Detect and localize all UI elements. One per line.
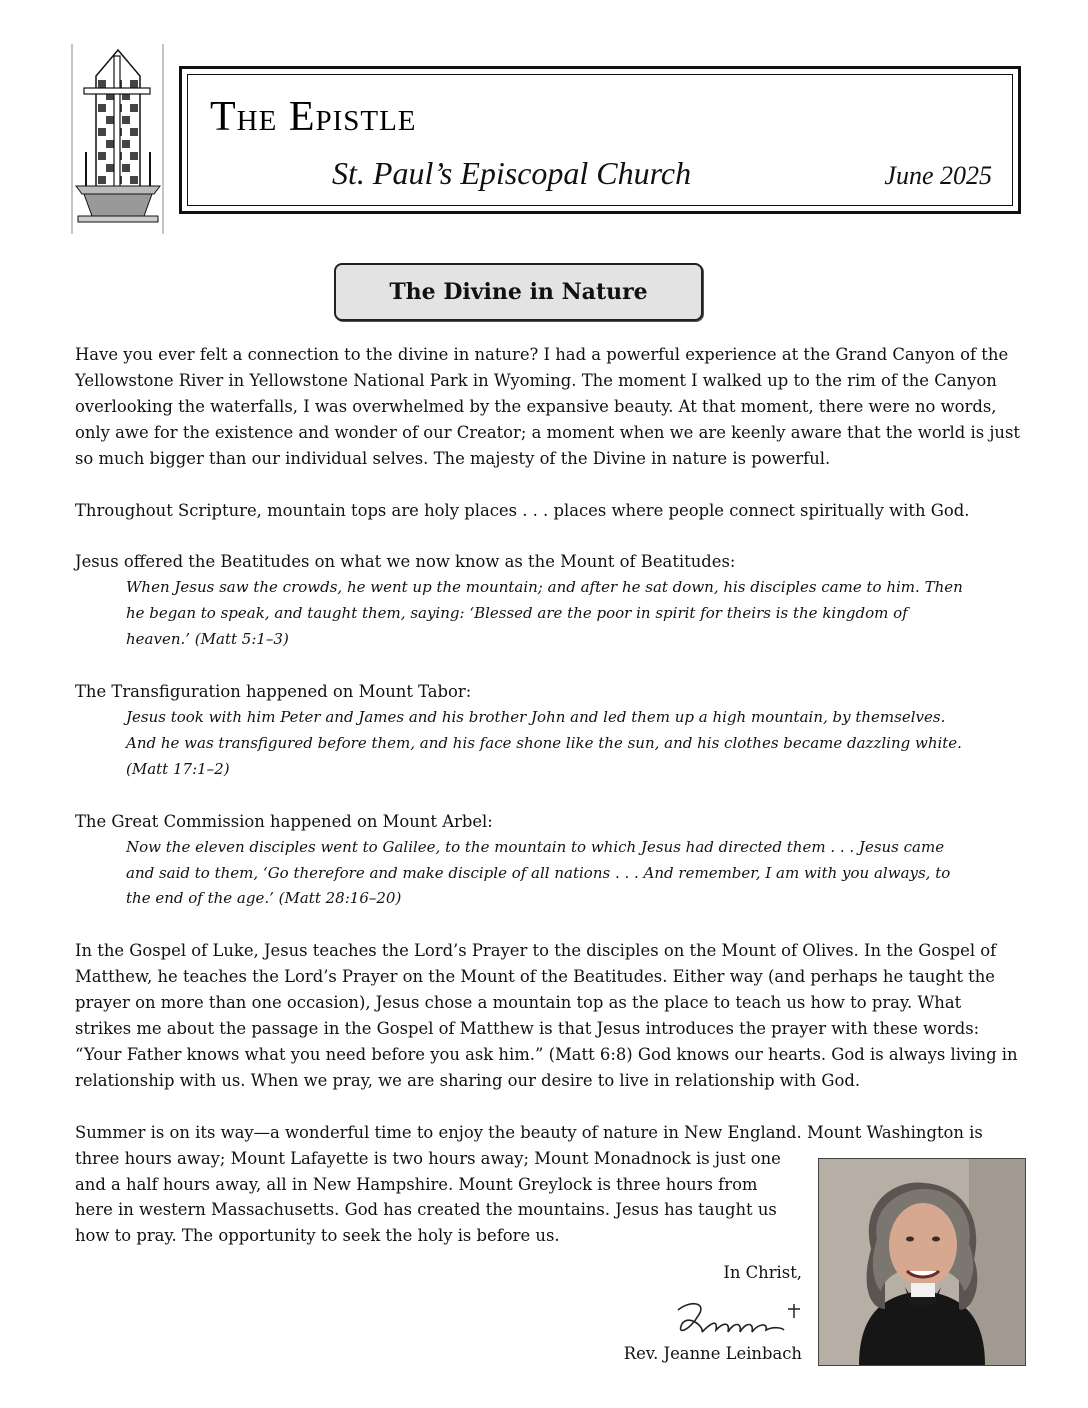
masthead-inner-border: [187, 74, 1013, 206]
handwritten-signature: [668, 1296, 808, 1346]
commission-lead: The Great Commission happened on Mount Arbel:: [75, 811, 493, 831]
newsletter-title: The Epistle: [210, 94, 417, 140]
paragraph-scripture: Throughout Scripture, mountain tops are holy places . . . places where people connect spiritually with God.: [75, 500, 970, 520]
paragraph-lords-prayer: In the Gospel of Luke, Jesus teaches the Lord’s Prayer to the disciples on the Mount of Olives. In the Gospel of Matthew, he teaches the Lord’s Prayer on the Mount of the Beatitudes. Either way (and perhaps he taught the prayer on more than one occasion), Jesus chose a mountain top as the place to teach us how to pray. What strikes me about the passage in the Gospel of Matthew is that Jesus introduces the prayer with these words: “Your Father knows what you need before you ask him.” (Matt 6:8) God knows our hearts. God is always living in relationship with us. When we pray, we are sharing our desire to live in relationship with God.: [75, 941, 1018, 1090]
paragraph-summer-rest: three hours away; Mount Lafayette is two hours away; Mount Monadnock is just one and a half hours away, all in New Hampshire. Mount Greylock is three hours from here in western Massachusetts. God has created the mountains. Jesus has taught us how to pray. The opportunity to seek the holy is before us.: [75, 1148, 781, 1246]
church-name: St. Paul’s Episcopal Church: [332, 155, 692, 191]
article-body: [75, 342, 1020, 1275]
signer-name: Rev. Jeanne Leinbach: [623, 1344, 802, 1363]
beatitudes-quote: When Jesus saw the crowds, he went up the mountain; and after he sat down, his disciples came to him. Then he began to speak, and taught them, saying: ‘Blessed are the poor in spirit for theirs is the kingdom of heaven.’ (Matt 5:1–3): [126, 578, 963, 649]
issue-date: June 2025: [884, 161, 992, 190]
church-window-logo: [70, 44, 166, 234]
article-headline: The Divine in Nature: [389, 279, 648, 305]
rev-jeanne-portrait-photo: [818, 1158, 1026, 1366]
transfiguration-quote: Jesus took with him Peter and James and his brother John and led them up a high mountain, by themselves. And he was transfigured before them, and his face shone like the sun, and his clothes became dazzling white. (Matt 17:1–2): [126, 707, 962, 778]
commission-quote: Now the eleven disciples went to Galilee, to the mountain to which Jesus had directed them . . . Jesus came and said to them, ‘Go therefore and make disciple of all nations . . . And remember, I am with you always, to the end of the age.’ (Matt 28:16–20): [126, 837, 951, 908]
closing-salutation: In Christ,: [723, 1263, 802, 1282]
transfiguration-lead: The Transfiguration happened on Mount Tabor:: [75, 682, 472, 702]
masthead: [179, 66, 1021, 214]
article-headline-box: [334, 263, 703, 321]
beatitudes-lead: Jesus offered the Beatitudes on what we now know as the Mount of Beatitudes:: [75, 552, 736, 572]
paragraph-summer-first-line: Summer is on its way—a wonderful time to enjoy the beauty of nature in New England. Mount Washington is: [75, 1122, 983, 1142]
paragraph-intro: Have you ever felt a connection to the divine in nature? I had a powerful experience at the Grand Canyon of the Yellowstone River in Yellowstone National Park in Wyoming. The moment I walked up to the rim of the Canyon overlooking the waterfalls, I was overwhelmed by the expansive beauty. At that moment, there were no words, only awe for the existence and wonder of our Creator; a moment when we are keenly aware that the world is just so much bigger than our individual selves. The majesty of the Divine in nature is powerful.: [75, 345, 1020, 468]
